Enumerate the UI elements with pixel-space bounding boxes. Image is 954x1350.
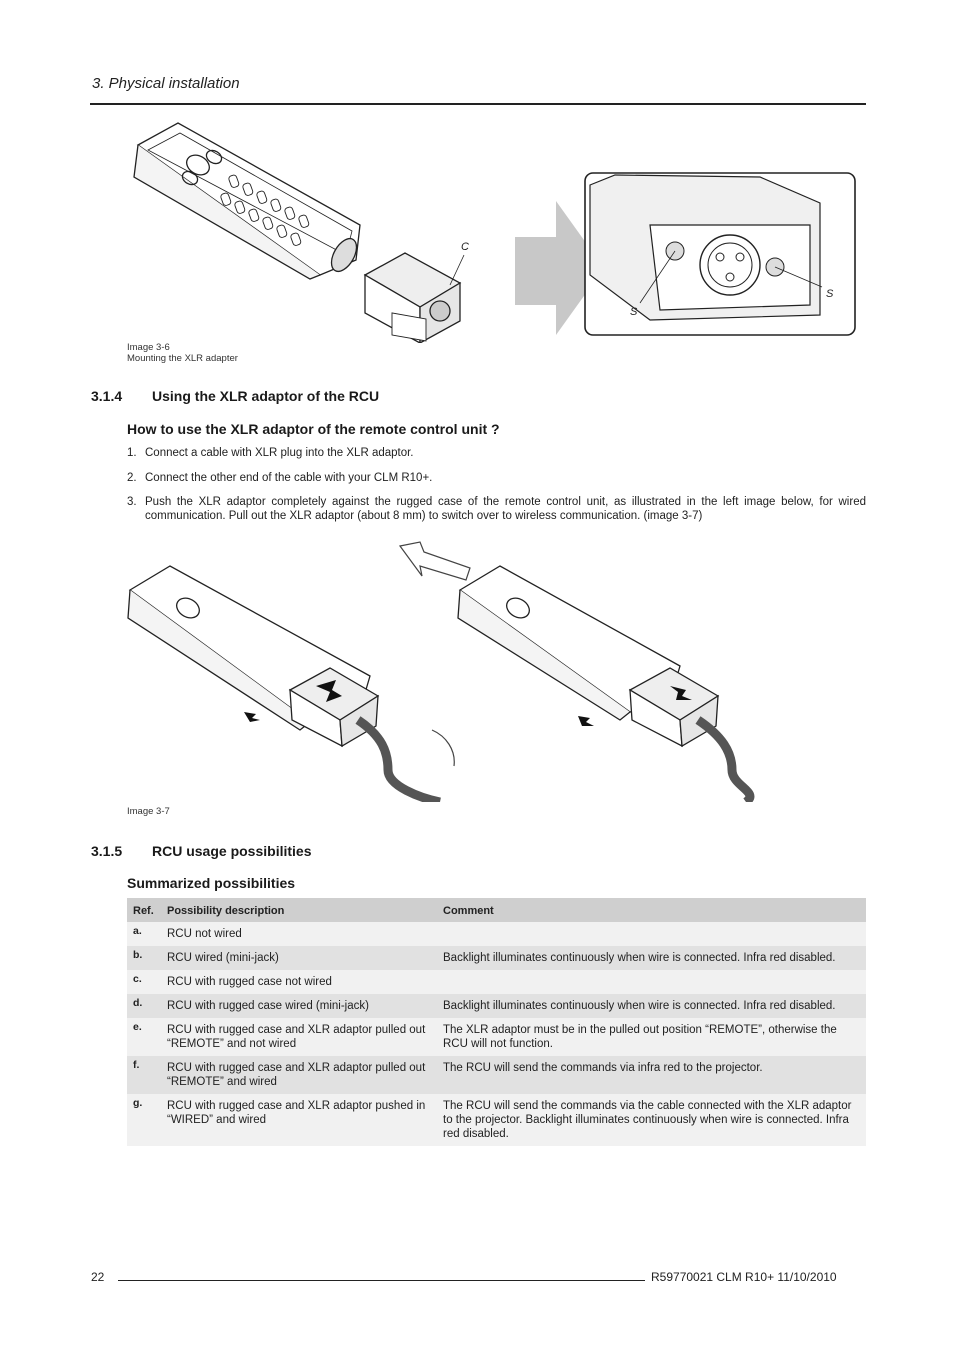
cell-comment: The XLR adaptor must be in the pulled out position “REMOTE”, otherwise the RCU will not function.: [437, 1018, 866, 1056]
label-c: C: [461, 241, 469, 253]
section-heading-3-1-4: [91, 388, 379, 404]
step-number: 1.: [127, 447, 137, 459]
cell-description: RCU with rugged case wired (mini-jack): [161, 994, 437, 1018]
cell-ref: f.: [127, 1056, 161, 1094]
cell-description: RCU not wired: [161, 922, 437, 946]
running-header: 3. Physical installation: [92, 75, 240, 92]
step-number: 2.: [127, 472, 137, 484]
cell-comment: [437, 970, 866, 994]
section-number: 3.1.5: [91, 843, 123, 859]
table-row: [127, 970, 866, 994]
page-number: 22: [91, 1270, 105, 1284]
remote-wired-illustration: [128, 566, 440, 802]
figure-caption-3-6: [127, 342, 238, 364]
cell-description: RCU wired (mini-jack): [161, 946, 437, 970]
table-row: [127, 1018, 866, 1056]
cell-comment: The RCU will send the commands via the cable connected with the XLR adaptor to the projector. Backlight illuminates continuously when wire is connected. Infra red disabled.: [437, 1094, 866, 1146]
cell-description: RCU with rugged case and XLR adaptor pushed in “WIRED” and wired: [161, 1094, 437, 1146]
xlr-detail-inset: [585, 173, 855, 335]
table-row: [127, 994, 866, 1018]
subheading-how-to-use: How to use the XLR adaptor of the remote control unit ?: [127, 421, 500, 437]
subheading-summarized: Summarized possibilities: [127, 875, 296, 891]
table-row: [127, 922, 866, 946]
document-reference: R59770021 CLM R10+ 11/10/2010: [651, 1270, 837, 1284]
header-rule: [90, 103, 866, 105]
cell-description: RCU with rugged case and XLR adaptor pulled out “REMOTE” and wired: [161, 1056, 437, 1094]
remote-pulled-illustration: [458, 566, 750, 802]
step-number: 3.: [127, 496, 137, 508]
label-s-left: S: [630, 306, 638, 318]
remote-control-illustration: [134, 123, 362, 279]
column-header-ref: Ref.: [127, 898, 161, 922]
step-text: Connect a cable with XLR plug into the XLR adaptor.: [145, 447, 414, 459]
list-item: [127, 495, 866, 527]
cell-comment: Backlight illuminates continuously when wire is connected. Infra red disabled.: [437, 946, 866, 970]
cell-ref: a.: [127, 922, 161, 946]
section-number: 3.1.4: [91, 388, 123, 404]
section-title: RCU usage possibilities: [152, 843, 312, 859]
cell-ref: d.: [127, 994, 161, 1018]
column-header-comment: Comment: [437, 898, 866, 922]
pull-arrow-icon: [400, 542, 470, 580]
caption-number: Image 3-6: [127, 342, 170, 353]
step-text: Connect the other end of the cable with your CLM R10+.: [145, 472, 433, 484]
xlr-adapter-illustration: [365, 253, 460, 343]
cell-ref: g.: [127, 1094, 161, 1146]
cell-ref: e.: [127, 1018, 161, 1056]
caption-text: Mounting the XLR adapter: [127, 353, 238, 364]
cell-comment: Backlight illuminates continuously when wire is connected. Infra red disabled.: [437, 994, 866, 1018]
possibilities-table: [127, 898, 866, 1146]
table-row: [127, 946, 866, 970]
section-heading-3-1-5: [91, 843, 311, 859]
bend-arrow-icon: [432, 730, 454, 766]
cell-description: RCU with rugged case and XLR adaptor pulled out “REMOTE” and not wired: [161, 1018, 437, 1056]
cell-comment: The RCU will send the commands via infra red to the projector.: [437, 1056, 866, 1094]
cell-ref: c.: [127, 970, 161, 994]
section-title: Using the XLR adaptor of the RCU: [152, 388, 380, 404]
cell-comment: [437, 922, 866, 946]
cell-ref: b.: [127, 946, 161, 970]
table-row: [127, 1056, 866, 1094]
cell-description: RCU with rugged case not wired: [161, 970, 437, 994]
table-row: [127, 1094, 866, 1146]
figure-mounting-xlr-adapter: [120, 115, 860, 343]
step-text: Push the XLR adaptor completely against the rugged case of the remote control unit, as illustrated in the left image below, for wired communication. Pull out the XLR adaptor (about 8 mm) to switch over to wireless communication. (image 3-7): [145, 496, 866, 522]
figure-xlr-positions: [120, 540, 790, 802]
label-s-right: S: [826, 288, 834, 300]
list-item: [127, 471, 866, 487]
list-item: [127, 446, 866, 462]
figure-caption-3-7: Image 3-7: [127, 806, 170, 817]
table-header-row: [127, 898, 866, 922]
footer-rule: [118, 1280, 645, 1281]
column-header-description: Possibility description: [161, 898, 437, 922]
